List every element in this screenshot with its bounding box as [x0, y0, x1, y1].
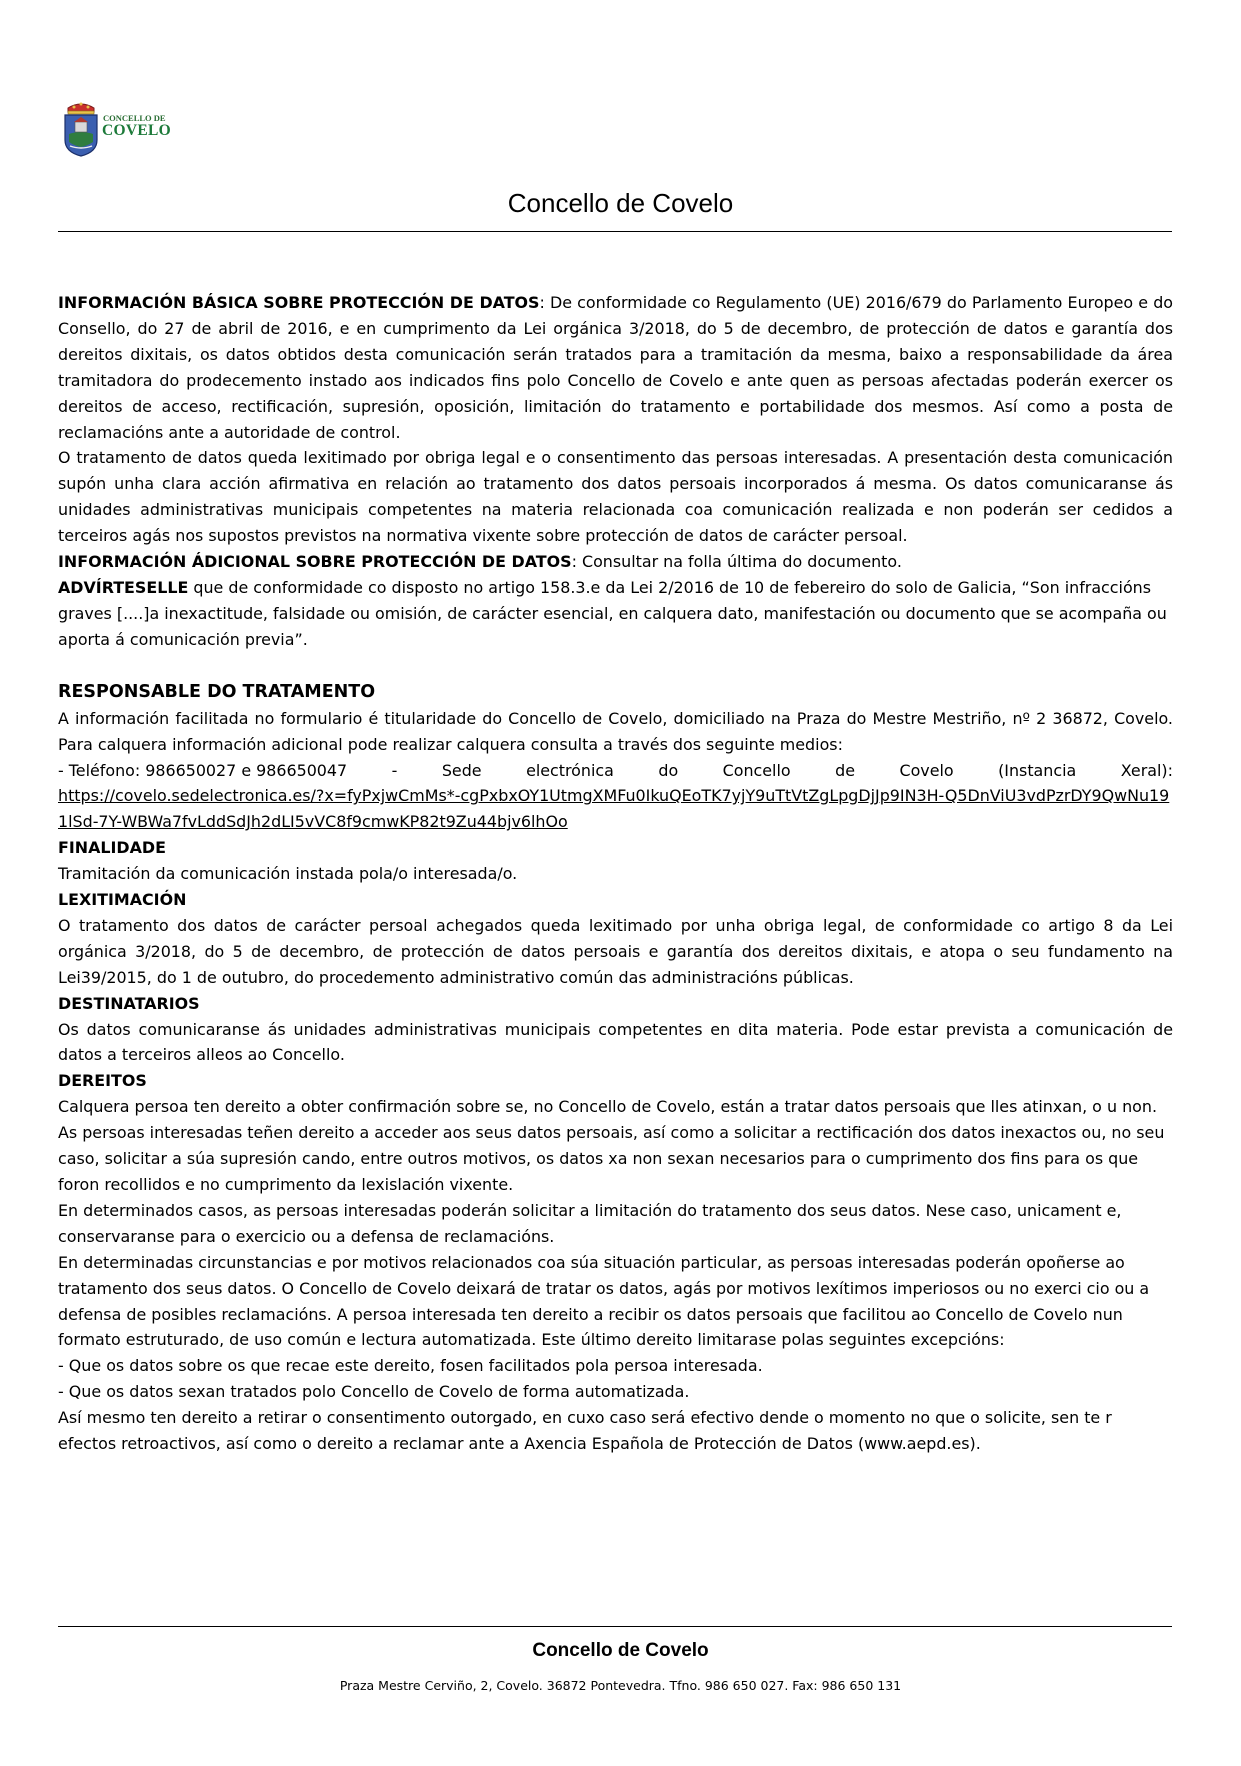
finalidade-text: Tramitación da comunicación instada pola/o interesada/o.	[58, 864, 518, 884]
section-heading-lexitimacion: LEXITIMACIÓN	[58, 890, 187, 910]
footer-address: Praza Mestre Cerviño, 2, Covelo. 36872 Pontevedra. Tfno. 986 650 027. Fax: 986 650 131	[339, 1678, 902, 1693]
phone-line-part: Covelo	[899, 760, 954, 780]
dereitos-paragraph-withdraw: Así mesmo ten dereito a retirar o consentimento outorgado, en cuxo caso será efectivo dende o momento no que o solicite, sen te r efectos retroactivos, así como o dereito a reclamar ante a Axencia Española de Protección de Datos (www.aepd.es).	[58, 1408, 1112, 1454]
section-heading-dereitos: DEREITOS	[58, 1071, 147, 1091]
basic-info-label: INFORMACIÓN BÁSICA SOBRE PROTECCIÓN DE DATOS	[58, 293, 540, 312]
warning-paragraph	[58, 575, 1173, 653]
dereitos-exception-2: - Que os datos sexan tratados polo Concello de Covelo de forma automatizada.	[58, 1382, 690, 1402]
phone-line-part: Sede	[441, 760, 482, 780]
sede-electronica-link[interactable]: https://covelo.sedelectronica.es/?x=fyPxjwCmMs*-cgPxbxOY1UtmgXMFu0IkuQEoTK7yjY9uTtVtZgLpgDjJp9IN3H-Q5DnViU3vdPzrDY9QwNu191lSd-7Y-WBWa7fvLddSdJh2dLI5vVC8f9cmwKP82t9Zu44bjv6lhOo	[58, 786, 1170, 832]
dereitos-paragraph-1: Calquera persoa ten dereito a obter confirmación sobre se, no Concello de Covelo, están a tratar datos persoais que lles atinxan, o u non. As persoas interesadas teñen dereito a acceder aos seus datos persoais, así como a solicitar a rectificación dos datos inexactos ou, no seu caso, solicitar a súa supresión cando, entre outros motivos, os datos xa non sexan necesarios para o cumprimento dos fins para os que foron recollidos e no cumprimento da lexislación vixente.	[58, 1097, 1165, 1194]
concello-logo	[60, 98, 178, 160]
section-heading-destinatarios: DESTINATARIOS	[58, 993, 200, 1013]
phone-line-part: do	[658, 760, 679, 780]
additional-info-paragraph	[58, 549, 1173, 575]
header-divider	[58, 231, 1172, 232]
dereitos-paragraph-2: En determinados casos, as persoas interesadas poderán solicitar a limitación do tratamento dos seus datos. Nese caso, unicament e, conservaranse para o exercicio ou a defensa de reclamacións.	[58, 1200, 1122, 1246]
destinatarios-text: Os datos comunicaranse ás unidades administrativas municipais competentes en dita materia. Pode estar prevista a comunicación de datos a terceiros alleos ao Concello.	[58, 1019, 1173, 1065]
section-heading-finalidade: FINALIDADE	[58, 838, 166, 858]
responsable-text: A información facilitada no formulario é titularidade do Concello de Covelo, domiciliado na Praza do Mestre Mestriño, nº 2 36872, Covelo. Para calquera información adicional pode realizar calquera consulta a través dos seguinte medios:	[58, 708, 1173, 754]
dereitos-exception-1: - Que os datos sobre os que recae este dereito, fosen facilitados pola persoa interesada.	[58, 1356, 763, 1376]
document-body	[58, 290, 1173, 1457]
phone-line-part: de	[835, 760, 855, 780]
logo-text-main: COVELO	[102, 122, 171, 139]
phone-line-part: electrónica	[526, 760, 614, 780]
warning-text: que de conformidade co disposto no artigo 158.3.e da Lei 2/2016 de 10 de febereiro do solo de Galicia, “Son infraccións graves [....]a inexactitude, falsidade ou omisión, de carácter esencial, en calquera dato, manifestación ou documento que se acompaña ou aporta á comunicación previa”.	[58, 577, 1167, 649]
basic-data-protection-paragraph	[58, 290, 1173, 445]
warning-label: ADVÍRTESELLE	[58, 577, 189, 597]
footer-title: Concello de Covelo	[532, 1640, 709, 1661]
footer-divider	[58, 1626, 1172, 1627]
page-title: Concello de Covelo	[507, 188, 734, 218]
phone-line-part: - Teléfono: 986650027 e 986650047	[58, 760, 348, 780]
dereitos-paragraph-3: En determinadas circunstancias e por motivos relacionados coa súa situación particular, as persoas interesadas poderán opoñerse ao tratamento dos seus datos. O Concello de Covelo deixará de tratar os datos, agás por motivos lexítimos imperiosos ou no exerci cio ou a defensa de posibles reclamacións. A persoa interesada ten dereito a recibir os datos persoais que facilitou ao Concello de Covelo nun formato estruturado, de uso común e lectura automatizada. Este último dereito limitarase polas seguintes excepcións:	[58, 1252, 1150, 1350]
phone-and-sede-line	[58, 758, 1173, 784]
lexitimacion-text: O tratamento dos datos de carácter persoal achegados queda lexitimado por unha obriga legal, de conformidade co artigo 8 da Lei orgánica 3/2018, do 5 de decembro, de protección de datos persoais e garantía dos dereitos dixitais, e atopa o seu fundamento na Lei39/2015, do 1 de outubro, do procedemento administrativo común das administracións públicas.	[58, 915, 1173, 987]
phone-line-part: Xeral):	[1120, 760, 1173, 780]
phone-line-part: -	[391, 760, 398, 780]
additional-info-text: : Consultar na folla última do documento.	[571, 552, 902, 572]
logo-text-top: CONCELLO DE	[103, 113, 166, 123]
additional-info-label: INFORMACIÓN ÁDICIONAL SOBRE PROTECCIÓN DE DATOS	[58, 552, 572, 572]
section-heading-responsable: RESPONSABLE DO TRATAMENTO	[58, 681, 376, 702]
basic-info-text: : De conformidade co Regulamento (UE) 2016/679 do Parlamento Europeo e do Consello, do 27 de abril de 2016, e en cumprimento da Lei orgánica 3/2018, do 5 de decembro, de protección de datos e garantía dos dereitos dixitais, os datos obtidos desta comunicación serán tratados para a tramitación da mesma, baixo a responsabilidade da área tramitadora do prodecemento instado aos indicados fins polo Concello de Covelo e ante quen as persoas afectadas poderán exercer os dereitos de acceso, rectificación, supresión, oposición, limitación do tratamento e portabilidade dos mesmos. Así como a posta de reclamacións ante a autoridade de control.	[58, 293, 1173, 442]
phone-line-part: Concello	[722, 760, 791, 780]
municipal-coat-of-arms-icon	[60, 98, 102, 160]
legitimation-intro-paragraph: O tratamento de datos queda lexitimado por obriga legal e o consentimento das persoas interesadas. A presentación desta comunicación supón unha clara acción afirmativa en relación ao tratamento dos datos persoais incorporados á mesma. Os datos comunicaranse ás unidades administrativas municipais competentes na materia relacionada coa comunicación realizada e non poderán ser cedidos a terceiros agás nos supostos previstos na normativa vixente sobre protección de datos de carácter persoal.	[58, 448, 1173, 546]
phone-line-part: (Instancia	[998, 760, 1077, 780]
